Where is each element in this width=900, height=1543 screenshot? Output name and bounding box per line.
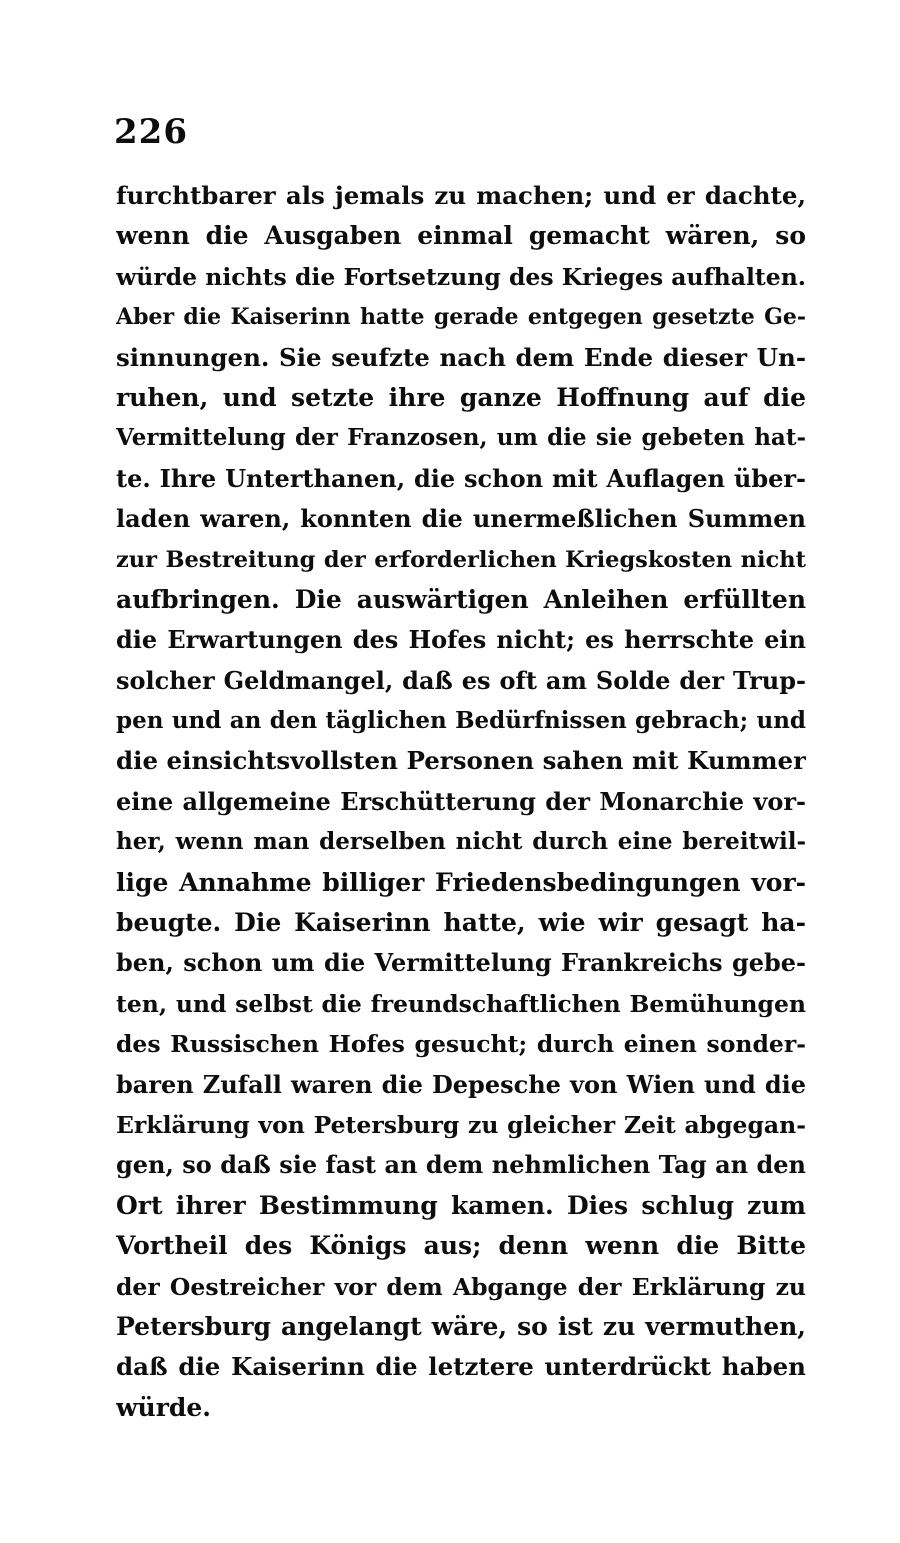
text-line: laden waren, konnten die unermeßlichen Summen bbox=[116, 504, 806, 534]
text-line: die einsichtsvollsten Personen sahen mit Kummer bbox=[116, 746, 806, 776]
text-line: daß die Kaiserinn die letztere unterdrückt haben bbox=[116, 1352, 806, 1382]
text-line: solcher Geldmangel, daß es oft am Solde der Trup- bbox=[116, 665, 806, 695]
body-text bbox=[116, 176, 806, 1428]
text-line: ben, schon um die Vermittelung Frankreichs gebe- bbox=[116, 948, 806, 978]
text-line: des Russischen Hofes gesucht; durch einen sonder- bbox=[116, 1030, 806, 1059]
text-line: Petersburg angelangt wäre, so ist zu vermuthen, bbox=[116, 1311, 806, 1341]
text-line: die Erwartungen des Hofes nicht; es herrschte ein bbox=[116, 625, 806, 655]
text-line: baren Zufall waren die Depesche von Wien und die bbox=[116, 1069, 806, 1099]
text-line: Vermittelung der Franzosen, um die sie gebeten hat- bbox=[116, 424, 806, 452]
text-line: Ort ihrer Bestimmung kamen. Dies schlug zum bbox=[116, 1190, 806, 1220]
text-line: würde nichts die Fortsetzung des Krieges aufhalten. bbox=[116, 262, 806, 291]
text-line: furchtbarer als jemals zu machen; und er dachte, bbox=[116, 181, 806, 210]
text-line: würde. bbox=[116, 1392, 211, 1422]
text-line: beugte. Die Kaiserinn hatte, wie wir gesagt ha- bbox=[116, 908, 806, 938]
text-line: aufbringen. Die auswärtigen Anleihen erfüllten bbox=[116, 584, 806, 614]
text-line: sinnungen. Sie seufzte nach dem Ende dieser Un- bbox=[116, 342, 806, 372]
text-line: gen, so daß sie fast an dem nehmlichen Tag an den bbox=[116, 1150, 806, 1180]
text-line: der Oestreicher vor dem Abgange der Erklärung zu bbox=[116, 1272, 806, 1301]
page-number: 226 bbox=[114, 112, 188, 152]
text-line: wenn die Ausgaben einmal gemacht wären, so bbox=[116, 221, 806, 251]
text-line: her, wenn man derselben nicht durch eine bereitwil- bbox=[116, 828, 806, 856]
text-line: zur Bestreitung der erforderlichen Kriegskosten nicht bbox=[116, 546, 806, 573]
text-line: Erklärung von Petersburg zu gleicher Zeit abgegan- bbox=[116, 1110, 806, 1139]
text-line: eine allgemeine Erschütterung der Monarchie vor- bbox=[116, 786, 806, 816]
text-line: te. Ihre Unterthanen, die schon mit Auflagen über- bbox=[116, 463, 806, 493]
text-line: Vortheil des Königs aus; denn wenn die Bitte bbox=[116, 1231, 806, 1261]
text-line: ten, und selbst die freundschaftlichen Bemühungen bbox=[116, 989, 806, 1018]
text-line: lige Annahme billiger Friedensbedingungen vor- bbox=[116, 867, 806, 897]
text-line: ruhen, und setzte ihre ganze Hoffnung auf die bbox=[116, 382, 806, 412]
text-line: pen und an den täglichen Bedürfnissen gebrach; und bbox=[116, 707, 806, 735]
text-line: Aber die Kaiserinn hatte gerade entgegen gesetzte Ge- bbox=[116, 304, 806, 331]
